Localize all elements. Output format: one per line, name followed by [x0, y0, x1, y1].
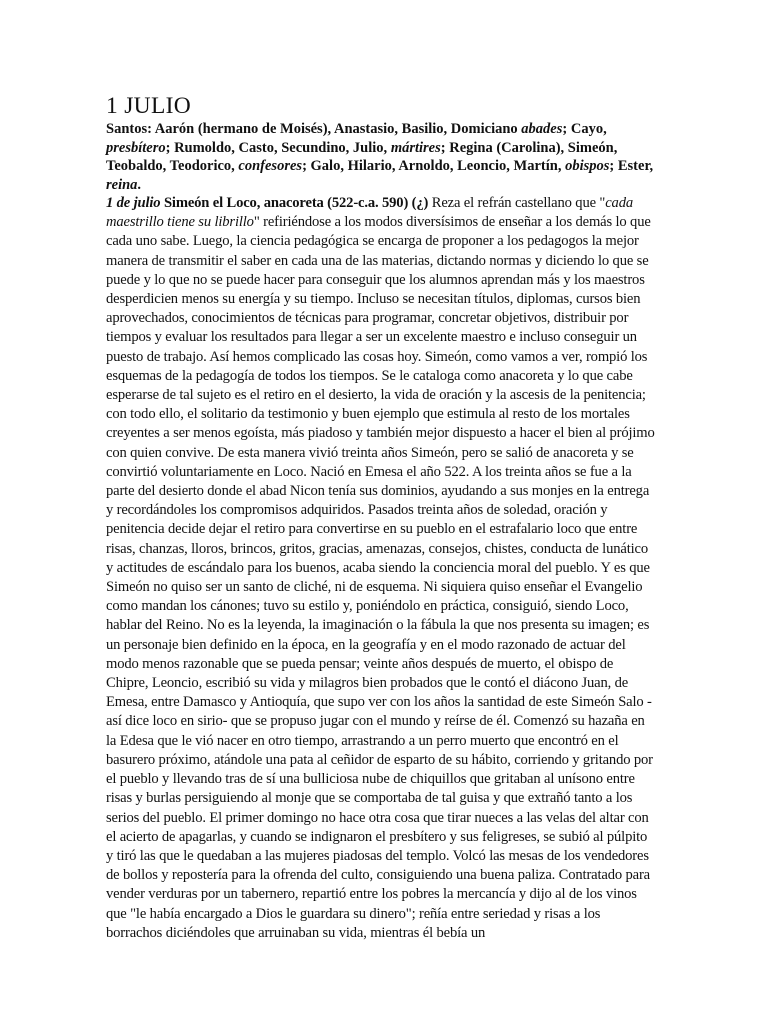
saints-text-3: ; Rumoldo, Casto, Secundino, Julio,: [165, 139, 391, 156]
saints-text-5: ; Galo, Hilario, Arnoldo, Leoncio, Martín,: [302, 158, 566, 174]
saints-list: [106, 120, 656, 194]
article-text: " refiriéndose a los modos diversísimos de enseñar a los demás lo que cada uno sabe. Luego, la ciencia pedagógica se encarga de proponer a los pedagogos la mejor manera de transmitir el saber en cada una de las materias, dictando normas y diciendo lo que se puede y lo que no se puede hacer para conseguir que los alumnos aprendan más y los maestros desperdicien menos su energía y su tiempo. Incluso se necesitan títulos, diplomas, cursos bien aprovechados, conocimientos de técnicas para programar, concretar objetivos, distribuir por tiempos y evaluar los resultados para llegar a ser un excelente maestro e incluso conseguir un puesto de trabajo. Así hemos complicado las cosas hoy. Simeón, como vamos a ver, rompió los esquemas de la pedagogía de todos los tiempos. Se le cataloga como anacoreta y lo que cabe esperarse de tal sujeto es el retiro en el desierto, la vida de oración y la ascesis de la penitencia; con todo ello, el solitario da testimonio y buen ejemplo que estimula al resto de los mortales creyentes a ser menos egoísta, más piadoso y también mejor dispuesto a hacer el bien al prójimo con quien convive. De esta manera vivió treinta años Simeón, pero se salió de anacoreta y se convirtió voluntariamente en Loco. Nació en Emesa el año 522. A los treinta años se fue a la parte del desierto donde el abad Nicon tenía sus dominios, ayudando a sus monjes en la entrega y recordándoles los compromisos adquiridos. Pasados treinta años de soledad, oración y penitencia decide dejar el retiro para convertirse en su pueblo en el estrafalario loco que entre risas, chanzas, lloros, brincos, gritos, gracias, amenazas, consejos, chistes, conducta de lunático y actitudes de escándalo para los buenos, acaba siendo la conciencia moral del pueblo. Y es que Simeón no quiso ser un santo de cliché, ni de esquema. Ni siquiera quiso enseñar el Evangelio como mandan los cánones; tuvo su estilo y, poniéndolo en práctica, consiguió, siendo Loco, hablar del Reino. No es la leyenda, la imaginación o la fábula la que nos presenta su imagen; es un personaje bien definido en la época, en la geografía y en el modo razonado de actuar del modo menos razonable que se pueda pensar; veinte años después de muerto, el obispo de Chipre, Leoncio, escribió su vida y milagros bien probados que le contó el diácono Juan, de Emesa, entre Damasco y Antioquía, que supo ver con los años la santidad de este Simeón Salo -así dice loco en sirio- que se propuso jugar con el mundo y reírse de él. Comenzó su hazaña en la Edesa que le vió nacer en otro tiempo, arrastrando a un perro muerto que encontró en el basurero próximo, atándole una pata al ceñidor de esparto de su hábito, corriendo y gritando por el pueblo y llevando tras de sí una bulliciosa nube de chiquillos que gritaban al unísono entre risas y burlas persiguiendo al monje que se comportaba de tal guisa y que extrañó tanto a los serios del pueblo. El primer domingo no hace otra cosa que tirar nueces a las velas del altar con el acierto de apagarlas, y cuando se indignaron el presbítero y sus feligreses, se subió al púlpito y tiró las que le quedaban a las mujeres piadosas del templo. Volcó las mesas de los vendedores de bollos y repostería para la ofrenda del culto, consiguiendo una buena paliza. Contratado para vender verduras por un tabernero, repartió entre los pobres la mercancía y dijo al de los vinos que "le había encargado a Dios le guardara su dinero"; reñía entre seriedad y risas a los borrachos diciéndoles que arruinaban su vida, mientras él bebía un: [106, 214, 655, 941]
saints-role-confesores: confesores: [238, 158, 303, 174]
article-heading: Simeón el Loco, anacoreta (522-c.a. 590) (¿): [160, 195, 429, 211]
saints-role-obispos: obispos: [565, 158, 610, 174]
article-intro: Reza el refrán castellano que ": [428, 195, 606, 211]
saints-role-presbitero: presbítero: [106, 139, 166, 156]
saints-role-martires: mártires: [390, 139, 441, 156]
article-body: [106, 194, 656, 943]
saints-text-4: ; Regina (Carolina), Simeón, Teobaldo, Teodorico,: [106, 139, 618, 174]
document-page: [106, 92, 656, 943]
saints-text-1: Santos: Aarón (hermano de Moisés), Anastasio, Basilio, Domiciano: [106, 121, 522, 137]
article-date: 1 de julio: [106, 195, 161, 211]
page-title: 1 JULIO: [106, 93, 191, 119]
saints-role-abades: abades: [521, 121, 563, 137]
saints-role-reina: reina: [106, 176, 138, 193]
saints-text-6: ; Ester,: [609, 158, 654, 174]
saints-text-2: ; Cayo,: [562, 121, 607, 137]
article-quote: cada maestrillo tiene su librillo: [106, 195, 634, 231]
saints-text-7: .: [137, 176, 142, 193]
